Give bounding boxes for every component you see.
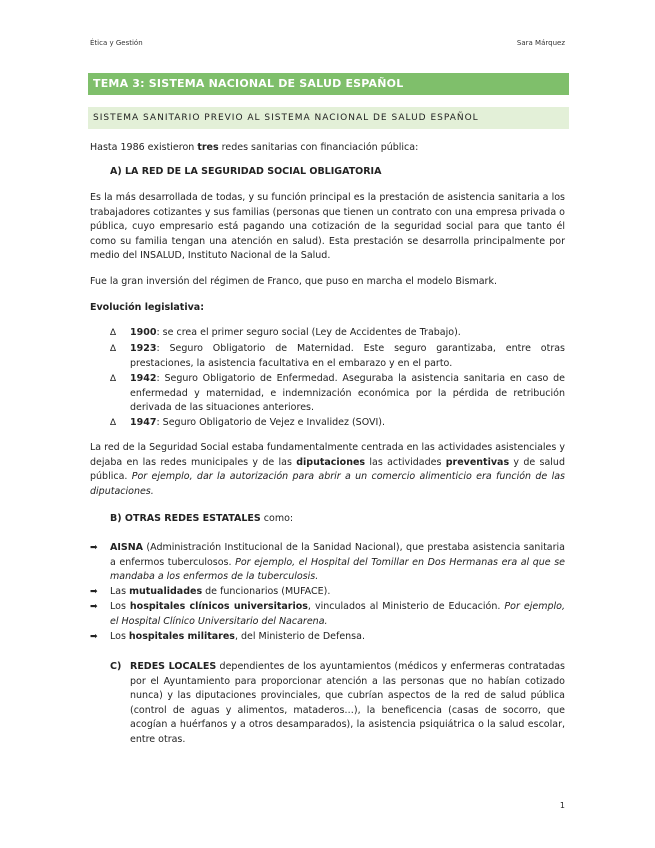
section-b-heading: B) OTRAS REDES ESTATALES como: — [110, 513, 294, 524]
intro-paragraph: Hasta 1986 existieron tres redes sanitarias con financiación pública: — [90, 142, 419, 153]
arrow-bullet-icon: ➡ — [90, 543, 98, 553]
section-c: C) REDES LOCALES dependientes de los ayuntamientos (médicos y enfermeras contratadas por el Ayuntamiento para proporcionar atención a las personas que no habían cotizado nunca) y las diputaciones provinciales, que cubrían aspectos de la red de salud pública (control de aguas y alimentos, mataderos…), la beneficencia (casas de socorro, que acogían a huérfanos y a otros desamparados), la asistencia psiquiátrica o la salud escolar, entre otras. — [110, 661, 565, 745]
legislation-item-1900: ∆ 1900: se crea el primer seguro social (Ley de Accidentes de Trabajo). — [110, 326, 565, 341]
list-item-hospitales-clinicos: ➡ Los hospitales clínicos universitarios, vinculados al Ministerio de Educación. Por ejemplo, el Hospital Clínico Universitario del Nacarena. — [90, 601, 565, 627]
paragraph-a2: Fue la gran inversión del régimen de Franco, que puso en marcha el modelo Bismark. — [90, 276, 497, 287]
arrow-bullet-icon: ➡ — [90, 632, 98, 642]
list-item-mutualidades: ➡ Las mutualidades de funcionarios (MUFACE). — [90, 585, 565, 600]
evolucion-heading: Evolución legislativa: — [90, 302, 204, 313]
paragraph-red: La red de la Seguridad Social estaba fundamentalmente centrada en las actividades asistenciales y dejaba en las redes municipales y de las diputaciones las actividades preventivas y de salud pública. Por ejemplo, dar la autorización para abrir a un comercio alimenticio era función de las diputaciones. — [90, 442, 565, 497]
arrow-bullet-icon: ➡ — [90, 602, 98, 612]
section-a-heading: A) LA RED DE LA SEGURIDAD SOCIAL OBLIGATORIA — [110, 166, 382, 177]
header-left: Ética y Gestión — [90, 39, 143, 47]
list-item-hospitales-militares: ➡ Los hospitales militares, del Ministerio de Defensa. — [90, 630, 565, 645]
page-number: 1 — [559, 801, 565, 810]
arrow-bullet-icon: ➡ — [90, 587, 98, 597]
delta-bullet-icon: ∆ — [110, 328, 117, 338]
header-right: Sara Márquez — [516, 39, 565, 47]
delta-bullet-icon: ∆ — [110, 344, 117, 354]
list-item-aisna: ➡ AISNA (Administración Institucional de la Sanidad Nacional), que prestaba asistencia sanitaria a enfermos tuberculosos. Por ejemplo, el Hospital del Tomillar en Dos Hermanas era al que se mandaba a los enfermos de la tuberculosis. — [90, 542, 566, 582]
section-c-label: C) — [110, 661, 122, 672]
paragraph-a1: Es la más desarrollada de todas, y su función principal es la prestación de asistencia sanitaria a los trabajadores cotizantes y sus familias (personas que tienen un contrato con una empresa privada o pública, cuyo empresario está pagando una cotización de la seguridad social para que tanto él como su familia tengan una atención en salud). Esta prestación se desarrolla principalmente por medio del INSALUD, Instituto Nacional de la Salud. — [90, 192, 565, 261]
delta-bullet-icon: ∆ — [110, 418, 117, 428]
section-subtitle: SISTEMA SANITARIO PREVIO AL SISTEMA NACIONAL DE SALUD ESPAÑOL — [88, 107, 569, 129]
delta-bullet-icon: ∆ — [110, 374, 117, 384]
legislation-item-1923: ∆ 1923: Seguro Obligatorio de Maternidad. Este seguro garantizaba, entre otras prestaciones, la asistencia facultativa en el embarazo y en el parto. — [110, 343, 565, 369]
legislation-item-1942: ∆ 1942: Seguro Obligatorio de Enfermedad. Aseguraba la asistencia sanitaria en caso de enfermedad y maternidad, e indemnización económica por la pérdida de retribución derivada de las situaciones anteriores. — [110, 373, 565, 413]
chapter-title: TEMA 3: SISTEMA NACIONAL DE SALUD ESPAÑOL — [88, 73, 569, 95]
legislation-item-1947: ∆ 1947: Seguro Obligatorio de Vejez e Invalidez (SOVI). — [110, 416, 565, 431]
